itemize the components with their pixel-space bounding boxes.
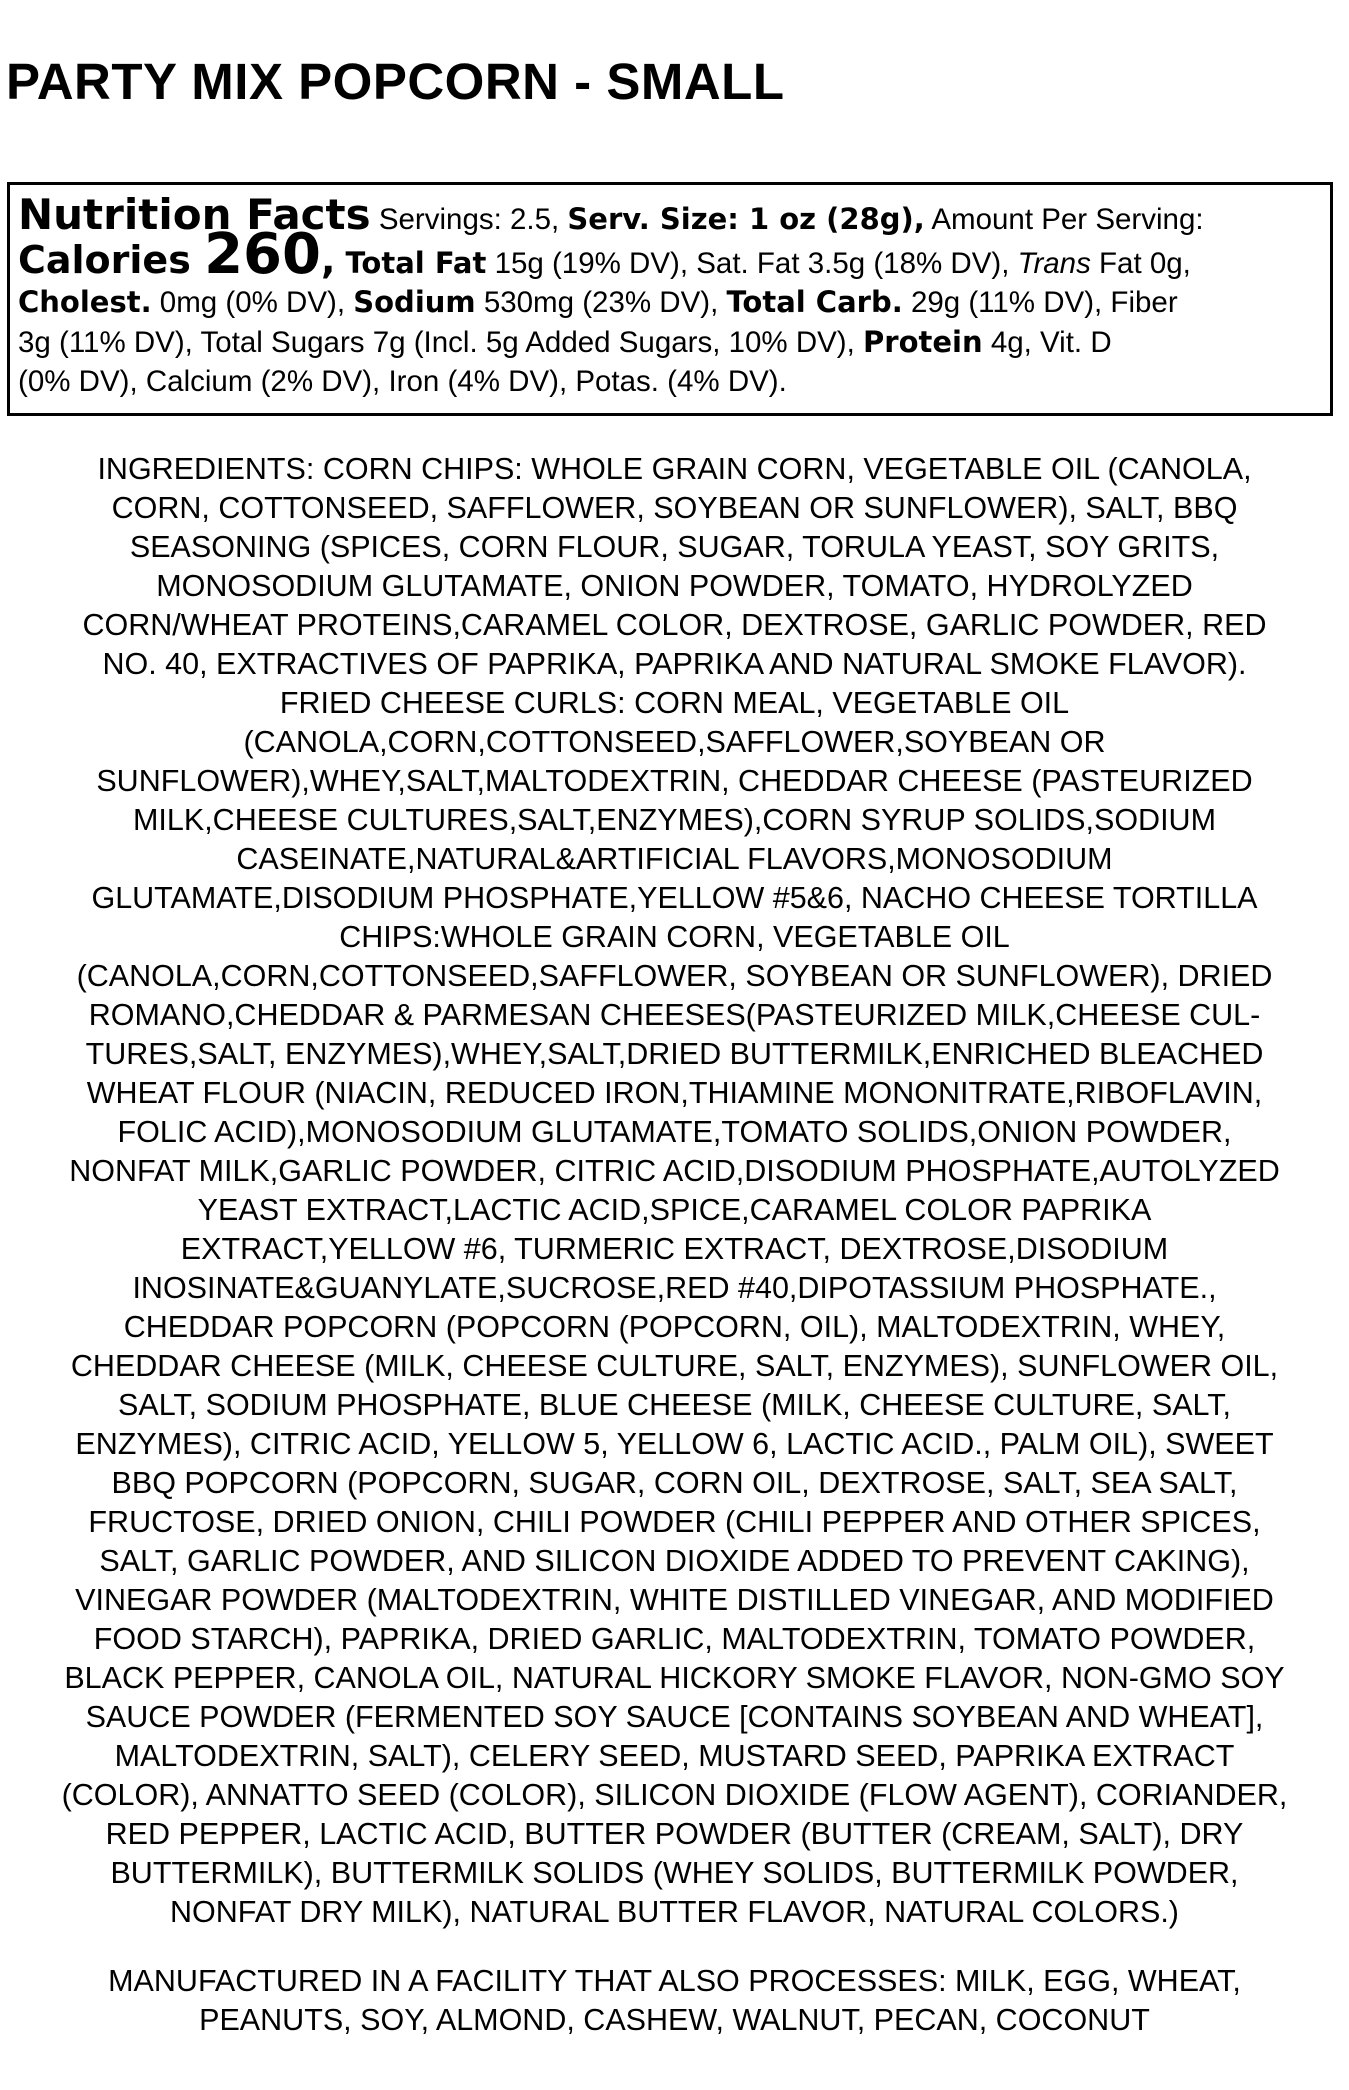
sodium-value: 530mg (23% DV), [475,286,727,319]
ingredients-line: MALTODEXTRIN, SALT), CELERY SEED, MUSTARD SEED, PAPRIKA EXTRACT [114,1739,1235,1773]
ingredients-line: INOSINATE&GUANYLATE,SUCROSE,RED #40,DIPOTASSIUM PHOSPHATE., [132,1271,1217,1305]
ingredients-line: MILK,CHEESE CULTURES,SALT,ENZYMES),CORN SYRUP SOLIDS,SODIUM [133,803,1216,837]
ingredients-line: SALT, GARLIC POWDER, AND SILICON DIOXIDE ADDED TO PREVENT CAKING), [99,1544,1250,1578]
ingredients-line: RED PEPPER, LACTIC ACID, BUTTER POWDER (BUTTER (CREAM, SALT), DRY [105,1817,1244,1851]
product-title: PARTY MIX POPCORN - SMALL [6,53,785,110]
ingredients-line: VINEGAR POWDER (MALTODEXTRIN, WHITE DISTILLED VINEGAR, AND MODIFIED [75,1583,1274,1617]
ingredients-statement [0,450,1349,1932]
ingredients-line: NONFAT DRY MILK), NATURAL BUTTER FLAVOR, NATURAL COLORS.) [170,1895,1179,1929]
ingredients-line: CORN/WHEAT PROTEINS,CARAMEL COLOR, DEXTROSE, GARLIC POWDER, RED [82,608,1267,642]
trans-fat-value: Fat 0g, [1090,246,1191,280]
ingredients-line: CASEINATE,NATURAL&ARTIFICIAL FLAVORS,MONOSODIUM [236,842,1113,876]
ingredients-line: FRIED CHEESE CURLS: CORN MEAL, VEGETABLE OIL [279,686,1070,720]
ingredients-line: ENZYMES), CITRIC ACID, YELLOW 5, YELLOW 6, LACTIC ACID., PALM OIL), SWEET [75,1427,1274,1461]
nutrition-facts-panel [7,182,1333,416]
sodium-label: Sodium [353,285,476,319]
ingredients-line: CHEDDAR POPCORN (POPCORN (POPCORN, OIL), MALTODEXTRIN, WHEY, [123,1310,1226,1344]
ingredients-line: CHEDDAR CHEESE (MILK, CHEESE CULTURE, SALT, ENZYMES), SUNFLOWER OIL, [70,1349,1279,1383]
ingredients-line: (CANOLA,CORN,COTTONSEED,SAFFLOWER,SOYBEAN OR [243,725,1106,759]
nutrition-line-3 [18,283,1322,323]
servings-text: Servings: 2.5, [370,203,568,236]
calories-label: Calories [18,237,205,282]
ingredients-line: BBQ POPCORN (POPCORN, SUGAR, CORN OIL, DEXTROSE, SALT, SEA SALT, [111,1466,1238,1500]
ingredients-line: EXTRACT,YELLOW #6, TURMERIC EXTRACT, DEXTROSE,DISODIUM [180,1232,1169,1266]
ingredients-line: FOLIC ACID),MONOSODIUM GLUTAMATE,TOMATO SOLIDS,ONION POWDER, [117,1115,1232,1149]
serving-size: Serv. Size: 1 oz (28g), [567,202,925,236]
allergen-facility-statement [0,1962,1349,2040]
total-fat-value: 15g (19% DV), Sat. Fat 3.5g (18% DV), [486,246,1018,280]
ingredients-line: SEASONING (SPICES, CORN FLOUR, SUGAR, TORULA YEAST, SOY GRITS, [129,530,1220,564]
facility-line: MANUFACTURED IN A FACILITY THAT ALSO PROCESSES: MILK, EGG, WHEAT, [108,1964,1241,1998]
ingredients-line: NONFAT MILK,GARLIC POWDER, CITRIC ACID,DISODIUM PHOSPHATE,AUTOLYZED [69,1154,1280,1188]
ingredients-line: SALT, SODIUM PHOSPHATE, BLUE CHEESE (MILK, CHEESE CULTURE, SALT, [118,1388,1231,1422]
ingredients-line: SAUCE POWDER (FERMENTED SOY SAUCE [CONTAINS SOYBEAN AND WHEAT], [85,1700,1264,1734]
calories-comma: , [320,237,336,282]
ingredients-line: FRUCTOSE, DRIED ONION, CHILI POWDER (CHILI PEPPER AND OTHER SPICES, [88,1505,1261,1539]
ingredients-line: (COLOR), ANNATTO SEED (COLOR), SILICON DIOXIDE (FLOW AGENT), CORIANDER, [61,1778,1288,1812]
ingredients-line: FOOD STARCH), PAPRIKA, DRIED GARLIC, MALTODEXTRIN, TOMATO POWDER, [93,1622,1256,1656]
nutrition-line-5 [18,362,1322,402]
ingredients-line: ROMANO,CHEDDAR & PARMESAN CHEESES(PASTEURIZED MILK,CHEESE CUL- [88,998,1261,1032]
cholesterol-label: Cholest. [18,285,152,319]
facility-line: PEANUTS, SOY, ALMOND, CASHEW, WALNUT, PECAN, COCONUT [199,2003,1150,2037]
ingredients-line: BUTTERMILK), BUTTERMILK SOLIDS (WHEY SOLIDS, BUTTERMILK POWDER, [110,1856,1239,1890]
ingredients-line: INGREDIENTS: CORN CHIPS: WHOLE GRAIN CORN, VEGETABLE OIL (CANOLA, [97,452,1252,486]
ingredients-line: CORN, COTTONSEED, SAFFLOWER, SOYBEAN OR SUNFLOWER), SALT, BBQ [111,491,1238,525]
minerals-text: (0% DV), Calcium (2% DV), Iron (4% DV), Potas. (4% DV). [18,365,787,398]
nutrition-facts-heading: Nutrition Facts [18,190,371,239]
cholesterol-value: 0mg (0% DV), [151,286,354,319]
total-fat-label: Total Fat [335,245,487,280]
total-carb-label: Total Carb. [726,285,903,319]
ingredients-line: MONOSODIUM GLUTAMATE, ONION POWDER, TOMATO, HYDROLYZED [156,569,1193,603]
protein-value: 4g, Vit. D [982,325,1112,359]
ingredients-line: TURES,SALT, ENZYMES),WHEY,SALT,DRIED BUTTERMILK,ENRICHED BLEACHED [85,1037,1264,1071]
ingredients-line: BLACK PEPPER, CANOLA OIL, NATURAL HICKORY SMOKE FLAVOR, NON-GMO SOY [64,1661,1285,1695]
ingredients-line: (CANOLA,CORN,COTTONSEED,SAFFLOWER, SOYBEAN OR SUNFLOWER), DRIED [76,959,1273,993]
ingredients-line: YEAST EXTRACT,LACTIC ACID,SPICE,CARAMEL COLOR PAPRIKA [197,1193,1152,1227]
ingredients-line: CHIPS:WHOLE GRAIN CORN, VEGETABLE OIL [339,920,1010,954]
calories-value: 260 [204,221,321,287]
ingredients-line: GLUTAMATE,DISODIUM PHOSPHATE,YELLOW #5&6, NACHO CHEESE TORTILLA [91,881,1258,915]
ingredients-line: SUNFLOWER),WHEY,SALT,MALTODEXTRIN, CHEDDAR CHEESE (PASTEURIZED [96,764,1253,798]
total-carb-value: 29g (11% DV), Fiber [902,286,1178,319]
ingredients-line: NO. 40, EXTRACTIVES OF PAPRIKA, PAPRIKA AND NATURAL SMOKE FLAVOR). [102,647,1247,681]
amount-per-serving: Amount Per Serving: [924,203,1204,236]
ingredients-line: WHEAT FLOUR (NIACIN, REDUCED IRON,THIAMINE MONONITRATE,RIBOFLAVIN, [86,1076,1263,1110]
protein-label: Protein [863,324,983,359]
nutrition-line-4 [18,323,1322,363]
nutrition-line-2 [18,221,1322,287]
trans-label: Trans [1017,246,1091,280]
sugars-text: 3g (11% DV), Total Sugars 7g (Incl. 5g Added Sugars, 10% DV), [18,325,864,359]
